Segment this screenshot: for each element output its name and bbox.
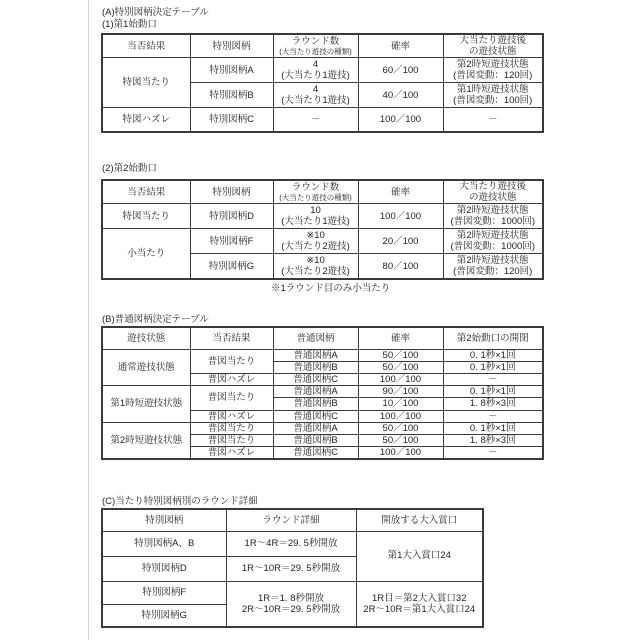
probability-cell: 50／100 xyxy=(358,361,443,373)
gate-open-cell: － xyxy=(443,410,543,422)
gate-open-cell: 1. 8秒×3回 xyxy=(443,398,543,410)
result-cell: 普図ハズレ xyxy=(190,410,273,422)
header-cell: 遊技状態 xyxy=(102,327,190,349)
result-cell: 特図当たり xyxy=(102,204,190,229)
gate-open-cell: 0. 1秒×1回 xyxy=(443,386,543,398)
header-cell: ラウンド詳細 xyxy=(226,509,356,531)
rounds-cell: ※10 (大当たり2遊技) xyxy=(273,229,358,254)
section-c-title: (C)当たり特別図柄別のラウンド詳細 xyxy=(102,496,258,507)
table-round-details xyxy=(101,508,484,628)
symbol-cell: 特別図柄F xyxy=(102,581,226,604)
section-b-title: (B)普通図柄決定テーブル xyxy=(102,314,209,325)
gate-open-cell: 0. 1秒×1回 xyxy=(443,422,543,434)
header-cell: 開放する大入賞口 xyxy=(356,509,483,531)
header-cell: 第2始動口の開閉 xyxy=(443,327,543,349)
header-cell: 確率 xyxy=(358,34,443,58)
table-row xyxy=(102,509,483,531)
table-row xyxy=(102,108,543,132)
rounds-cell: ※10 (大当たり2遊技) xyxy=(273,254,358,279)
table-normal-symbol xyxy=(101,326,544,460)
state-cell: 第2時短遊技状態 xyxy=(102,422,190,459)
probability-cell: 100／100 xyxy=(358,447,443,460)
header-cell-rounds xyxy=(273,180,358,204)
symbol-cell: 普通図柄B xyxy=(273,398,358,410)
header-rounds-label: ラウンド数 xyxy=(291,36,340,48)
result-cell: 普図ハズレ xyxy=(190,373,273,385)
header-rounds-subtext: (大当たり遊技の種類) xyxy=(279,192,352,202)
attacker-cell: 第1大入賞口24 xyxy=(356,531,483,581)
gate-open-cell: 0. 1秒×1回 xyxy=(443,361,543,373)
table-row xyxy=(102,180,543,204)
table-first-start-gate xyxy=(101,33,544,133)
symbol-cell: 特別図柄B xyxy=(190,83,273,108)
header-cell: 確率 xyxy=(358,327,443,349)
table-row xyxy=(102,349,543,361)
after-state-cell: 第2時短遊技状態 (普図変動：1000回) xyxy=(443,229,543,254)
symbol-cell: 普通図柄C xyxy=(273,410,358,422)
result-cell: 普図当たり xyxy=(190,422,273,434)
probability-cell: 100／100 xyxy=(358,108,443,132)
table-row xyxy=(102,58,543,83)
attacker-cell: 1R目＝第2大入賞口32 2R～10R＝第1大入賞口24 xyxy=(356,581,483,627)
probability-cell: 100／100 xyxy=(358,410,443,422)
round-detail-cell: 1R～4R＝29. 5秒開放 xyxy=(226,531,356,556)
gate-open-cell: 1. 8秒×3回 xyxy=(443,434,543,446)
rounds-cell: 10 (大当たり1遊技) xyxy=(273,204,358,229)
table-second-start-gate xyxy=(101,179,544,280)
state-cell: 通常遊技状態 xyxy=(102,349,190,386)
result-cell: 特図当たり xyxy=(102,58,190,108)
symbol-cell: 特別図柄A xyxy=(190,58,273,83)
header-cell: 当否結果 xyxy=(102,34,190,58)
symbol-cell: 普通図柄C xyxy=(273,373,358,385)
probability-cell: 90／100 xyxy=(358,386,443,398)
after-state-cell: － xyxy=(443,108,543,132)
section-a-title: (A)特別図柄決定テーブル xyxy=(102,7,209,18)
small-hit-footnote: ※1ラウンド目のみ小当たり xyxy=(271,283,391,294)
probability-cell: 10／100 xyxy=(358,398,443,410)
after-state-cell: 第2時短遊技状態 (普図変動：120回) xyxy=(443,254,543,279)
round-detail-cell: 1R＝1. 8秒開放 2R～10R＝29. 5秒開放 xyxy=(226,581,356,627)
probability-cell: 100／100 xyxy=(358,373,443,385)
probability-cell: 50／100 xyxy=(358,434,443,446)
table-row xyxy=(102,581,483,604)
symbol-cell: 特別図柄F xyxy=(190,229,273,254)
symbol-cell: 特別図柄G xyxy=(190,254,273,279)
result-cell: 普図ハズレ xyxy=(190,447,273,460)
header-cell: 普通図柄 xyxy=(273,327,358,349)
after-state-cell: 第2時短遊技状態 (普図変動：1000回) xyxy=(443,204,543,229)
state-cell: 第1時短遊技状態 xyxy=(102,386,190,423)
table-row xyxy=(102,531,483,556)
table-row xyxy=(102,422,543,434)
probability-cell: 100／100 xyxy=(358,204,443,229)
result-cell: 特図ハズレ xyxy=(102,108,190,132)
result-cell: 普図当たり xyxy=(190,434,273,446)
symbol-cell: 普通図柄A xyxy=(273,349,358,361)
gate-open-cell: － xyxy=(443,447,543,460)
header-cell: 大当たり遊技後 の遊技状態 xyxy=(443,34,543,58)
after-state-cell: 第2時短遊技状態 (普図変動：120回) xyxy=(443,58,543,83)
symbol-cell: 普通図柄A xyxy=(273,422,358,434)
table-row xyxy=(102,229,543,254)
probability-cell: 20／100 xyxy=(358,229,443,254)
symbol-cell: 普通図柄B xyxy=(273,361,358,373)
symbol-cell: 普通図柄C xyxy=(273,447,358,460)
symbol-cell: 普通図柄B xyxy=(273,434,358,446)
rounds-cell: － xyxy=(273,108,358,132)
rounds-cell: 4 (大当たり1遊技) xyxy=(273,83,358,108)
header-cell: 当否結果 xyxy=(102,180,190,204)
gate-open-cell: 0. 1秒×1回 xyxy=(443,349,543,361)
probability-cell: 40／100 xyxy=(358,83,443,108)
header-cell-rounds xyxy=(273,34,358,58)
result-cell: 普図当たり xyxy=(190,349,273,373)
round-detail-cell: 1R～10R＝29. 5秒開放 xyxy=(226,556,356,581)
probability-cell: 60／100 xyxy=(358,58,443,83)
header-cell: 当否結果 xyxy=(190,327,273,349)
result-cell: 普図当たり xyxy=(190,386,273,410)
header-cell: 特別図柄 xyxy=(190,180,273,204)
probability-cell: 80／100 xyxy=(358,254,443,279)
header-cell: 確率 xyxy=(358,180,443,204)
table-row xyxy=(102,386,543,398)
symbol-cell: 特別図柄G xyxy=(102,604,226,627)
symbol-cell: 特別図柄A、B xyxy=(102,531,226,556)
section-a2-title: (2)第2始動口 xyxy=(102,163,157,174)
symbol-cell: 特別図柄C xyxy=(190,108,273,132)
header-rounds-label: ラウンド数 xyxy=(291,182,340,194)
header-rounds-subtext: (大当たり遊技の種類) xyxy=(279,46,352,56)
table-row xyxy=(102,327,543,349)
after-state-cell: 第1時短遊技状態 (普図変動：100回) xyxy=(443,83,543,108)
table-row xyxy=(102,34,543,58)
gate-open-cell: － xyxy=(443,373,543,385)
symbol-cell: 特別図柄D xyxy=(190,204,273,229)
section-a1-title: (1)第1始動口 xyxy=(102,19,157,30)
rounds-cell: 4 (大当たり1遊技) xyxy=(273,58,358,83)
header-cell: 大当たり遊技後 の遊技状態 xyxy=(443,180,543,204)
probability-cell: 50／100 xyxy=(358,422,443,434)
probability-cell: 50／100 xyxy=(358,349,443,361)
page-edge-line xyxy=(88,0,89,640)
symbol-cell: 特別図柄D xyxy=(102,556,226,581)
table-row xyxy=(102,204,543,229)
header-cell: 特別図柄 xyxy=(190,34,273,58)
symbol-cell: 普通図柄A xyxy=(273,386,358,398)
result-cell: 小当たり xyxy=(102,229,190,279)
header-cell: 特別図柄 xyxy=(102,509,226,531)
